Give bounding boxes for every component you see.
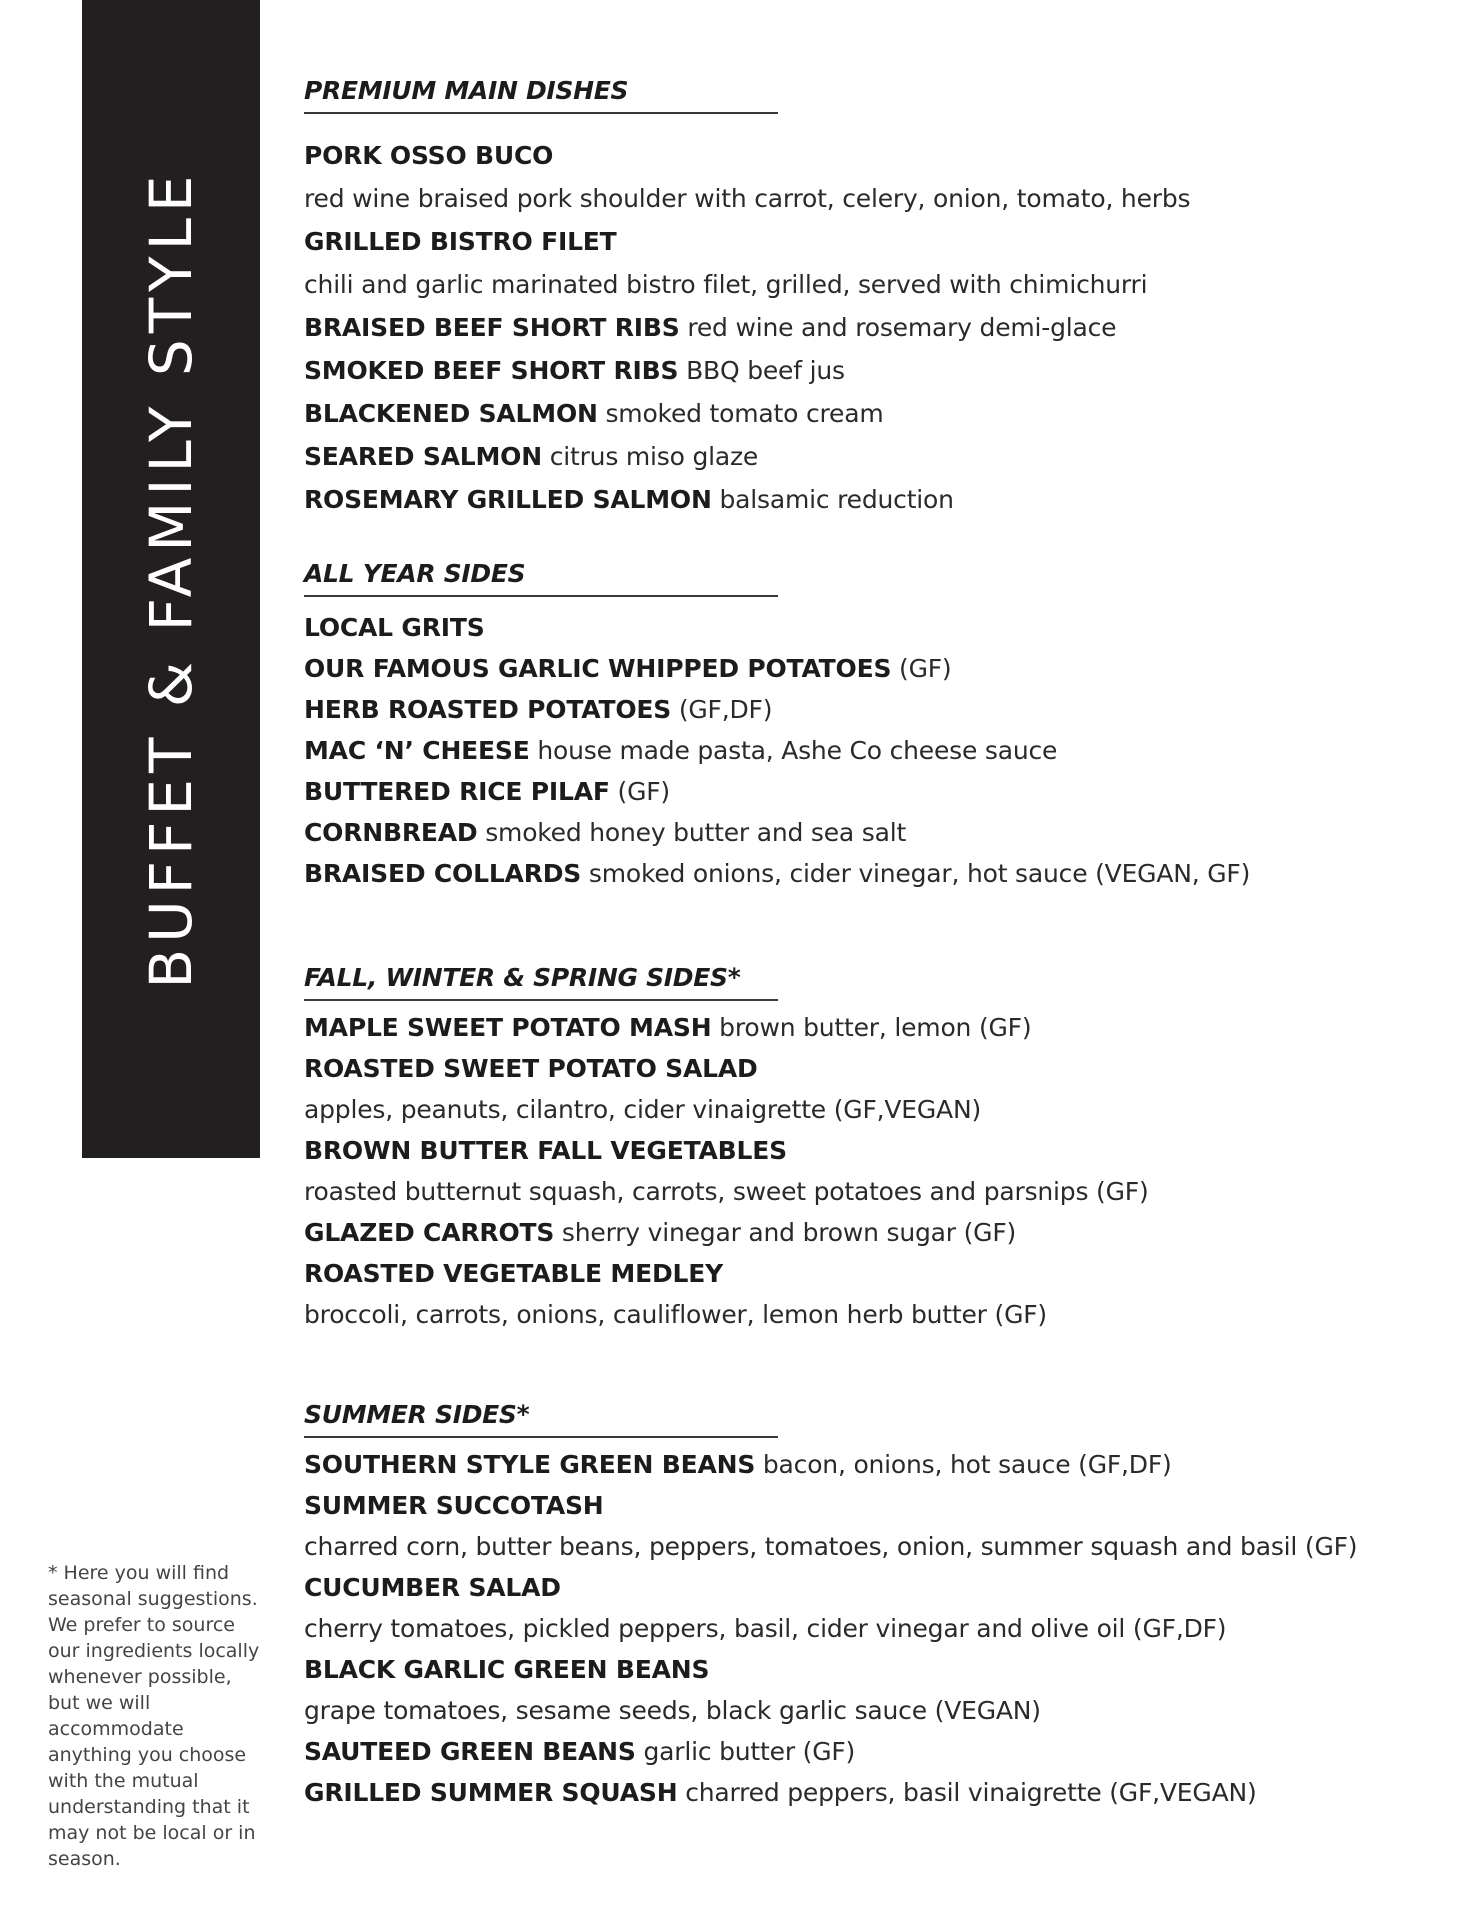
menu-line xyxy=(304,607,1434,648)
dish-description: chili and garlic marinated bistro filet, grilled, served with chimichurri xyxy=(304,270,1148,299)
dish-description: smoked honey butter and sea salt xyxy=(485,818,907,847)
menu-line xyxy=(304,1608,1434,1649)
dish-description: house made pasta, Ashe Co cheese sauce xyxy=(537,736,1058,765)
dish-description: (GF) xyxy=(617,777,670,806)
section-heading: ALL YEAR SIDES xyxy=(304,559,778,597)
menu-line xyxy=(304,1212,1434,1253)
side-banner xyxy=(82,0,260,1158)
item-list xyxy=(304,1007,1434,1335)
dish-name: GRILLED BISTRO FILET xyxy=(304,227,617,256)
section-heading: PREMIUM MAIN DISHES xyxy=(304,76,778,114)
menu-line xyxy=(304,689,1434,730)
dish-description: garlic butter (GF) xyxy=(643,1737,856,1766)
dish-description: red wine and rosemary demi-glace xyxy=(687,313,1117,342)
dish-name: SOUTHERN STYLE GREEN BEANS xyxy=(304,1450,756,1479)
menu-line xyxy=(304,177,1434,220)
dish-name: SUMMER SUCCOTASH xyxy=(304,1491,604,1520)
menu-line xyxy=(304,263,1434,306)
dish-description: sherry vinegar and brown sugar (GF) xyxy=(561,1218,1017,1247)
dish-description: smoked onions, cider vinegar, hot sauce (VEGAN, GF) xyxy=(588,859,1251,888)
section-all-year-sides xyxy=(304,559,1434,894)
menu-line xyxy=(304,1171,1434,1212)
dish-description: cherry tomatoes, pickled peppers, basil, cider vinegar and olive oil (GF,DF) xyxy=(304,1614,1227,1643)
menu-line xyxy=(304,1690,1434,1731)
dish-name: BRAISED COLLARDS xyxy=(304,859,582,888)
section-heading: FALL, WINTER & SPRING SIDES* xyxy=(304,963,778,1001)
dish-name: HERB ROASTED POTATOES xyxy=(304,695,672,724)
dish-description: roasted butternut squash, carrots, sweet potatoes and parsnips (GF) xyxy=(304,1177,1149,1206)
dish-description: charred peppers, basil vinaigrette (GF,VEGAN) xyxy=(685,1778,1257,1807)
dish-description: grape tomatoes, sesame seeds, black garlic sauce (VEGAN) xyxy=(304,1696,1041,1725)
item-list xyxy=(304,607,1434,894)
dish-name: BLACK GARLIC GREEN BEANS xyxy=(304,1655,710,1684)
dish-description: red wine braised pork shoulder with carrot, celery, onion, tomato, herbs xyxy=(304,184,1191,213)
dish-description: charred corn, butter beans, peppers, tomatoes, onion, summer squash and basil (GF) xyxy=(304,1532,1358,1561)
dish-name: BLACKENED SALMON xyxy=(304,399,598,428)
dish-name: PORK OSSO BUCO xyxy=(304,141,554,170)
section-premium-main-dishes xyxy=(304,76,1434,521)
dish-name: CORNBREAD xyxy=(304,818,478,847)
dish-name: ROASTED VEGETABLE MEDLEY xyxy=(304,1259,724,1288)
dish-description: broccoli, carrots, onions, cauliflower, lemon herb butter (GF) xyxy=(304,1300,1047,1329)
menu-line xyxy=(304,134,1434,177)
menu-line xyxy=(304,1731,1434,1772)
menu-line xyxy=(304,1444,1434,1485)
dish-name: OUR FAMOUS GARLIC WHIPPED POTATOES xyxy=(304,654,892,683)
dish-name: BRAISED BEEF SHORT RIBS xyxy=(304,313,680,342)
dish-description: apples, peanuts, cilantro, cider vinaigrette (GF,VEGAN) xyxy=(304,1095,982,1124)
dish-name: SAUTEED GREEN BEANS xyxy=(304,1737,636,1766)
section-summer-sides xyxy=(304,1400,1434,1813)
menu-line xyxy=(304,220,1434,263)
dish-name: MAC ‘N’ CHEESE xyxy=(304,736,530,765)
menu-line xyxy=(304,1007,1434,1048)
menu-line xyxy=(304,1772,1434,1813)
menu-line xyxy=(304,1048,1434,1089)
menu-line xyxy=(304,349,1434,392)
section-heading: SUMMER SIDES* xyxy=(304,1400,778,1438)
menu-line xyxy=(304,1526,1434,1567)
item-list xyxy=(304,134,1434,521)
dish-name: BUTTERED RICE PILAF xyxy=(304,777,610,806)
dish-description: smoked tomato cream xyxy=(605,399,884,428)
menu-line xyxy=(304,435,1434,478)
banner-title: BUFFET & FAMILY STYLE xyxy=(137,169,205,989)
dish-description: brown butter, lemon (GF) xyxy=(719,1013,1032,1042)
dish-description: (GF,DF) xyxy=(678,695,773,724)
menu-line xyxy=(304,1485,1434,1526)
dish-description: BBQ beef jus xyxy=(686,356,845,385)
dish-description: bacon, onions, hot sauce (GF,DF) xyxy=(762,1450,1172,1479)
dish-name: SEARED SALMON xyxy=(304,442,542,471)
menu-line xyxy=(304,1567,1434,1608)
section-fall-winter-spring-sides xyxy=(304,963,1434,1335)
item-list xyxy=(304,1444,1434,1813)
menu-line xyxy=(304,771,1434,812)
dish-name: MAPLE SWEET POTATO MASH xyxy=(304,1013,712,1042)
dish-name: ROSEMARY GRILLED SALMON xyxy=(304,485,712,514)
menu-line xyxy=(304,306,1434,349)
menu-line xyxy=(304,1089,1434,1130)
menu-line xyxy=(304,853,1434,894)
dish-name: BROWN BUTTER FALL VEGETABLES xyxy=(304,1136,787,1165)
menu-line xyxy=(304,1649,1434,1690)
dish-name: CUCUMBER SALAD xyxy=(304,1573,561,1602)
dish-description: balsamic reduction xyxy=(719,485,954,514)
menu-line xyxy=(304,730,1434,771)
menu-line xyxy=(304,478,1434,521)
dish-description: (GF) xyxy=(899,654,952,683)
menu-line xyxy=(304,648,1434,689)
dish-name: GRILLED SUMMER SQUASH xyxy=(304,1778,678,1807)
dish-name: GLAZED CARROTS xyxy=(304,1218,555,1247)
menu-line xyxy=(304,1294,1434,1335)
menu-line xyxy=(304,812,1434,853)
dish-description: citrus miso glaze xyxy=(549,442,759,471)
menu-line xyxy=(304,1253,1434,1294)
dish-name: SMOKED BEEF SHORT RIBS xyxy=(304,356,679,385)
dish-name: ROASTED SWEET POTATO SALAD xyxy=(304,1054,758,1083)
menu-line xyxy=(304,392,1434,435)
seasonal-footnote: * Here you will find seasonal suggestions. We prefer to source our ingredients locally whenever possible, but we will accommodate anything you choose with the mutual understanding that it may not be local or in season. xyxy=(48,1562,260,1870)
menu-line xyxy=(304,1130,1434,1171)
dish-name: LOCAL GRITS xyxy=(304,613,485,642)
